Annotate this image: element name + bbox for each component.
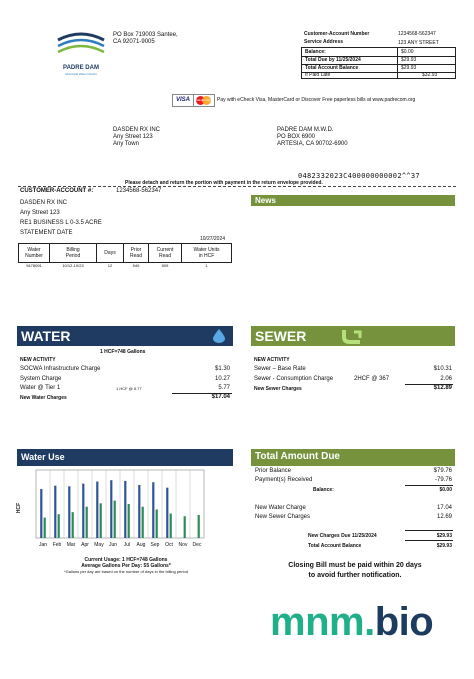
mail-to-town: Any Town (113, 141, 139, 147)
chart-bar (128, 504, 130, 538)
cell-prior-read: 549 (132, 263, 140, 268)
customer-details (20, 198, 102, 238)
closing-line-2: to avoid further notification. (308, 572, 402, 579)
new-sewer-charge-label: New Sewer Charges (255, 514, 311, 520)
water-use-header (17, 449, 233, 466)
chart-bar (68, 486, 70, 538)
water-line-2-amount: 10.27 (214, 376, 230, 382)
water-use-foot-3: *Gallons per day are based on the number of days in the billing period (64, 569, 188, 574)
chart-y-label: HCF (16, 502, 23, 514)
chart-x-tick-label: Jun (108, 542, 118, 548)
total-amount-due-header (251, 449, 455, 466)
chart-x-tick-label: Sep (150, 542, 160, 548)
detach-instruction: Please detach and return the portion with payment in the return envelope provided. (125, 180, 323, 186)
header-billing-period: Billing Period (50, 244, 97, 263)
chart-bar (100, 503, 102, 538)
chart-x-tick-label: Mar (66, 542, 76, 548)
payments-received-label: Payment(s) Received (255, 477, 313, 483)
chart-x-tick-label: Nov (178, 542, 188, 548)
remit-to-name: PADRE DAM M.W.D. (277, 127, 334, 133)
table-row (19, 263, 232, 270)
chart-bar (82, 484, 84, 538)
sewer-title: SEWER (255, 328, 307, 344)
water-line-3-note: 1 HCF @ 5.77 (116, 386, 142, 391)
water-header (17, 326, 233, 346)
remit-address-line2: CA 92071-9005 (113, 39, 155, 45)
scan-line: 0482332023C400000000002^^37 (298, 172, 420, 180)
chart-bar (40, 489, 42, 538)
chart-bar (166, 488, 168, 538)
water-use-foot-1: Current Usage: 1 HCF=748 Gallons (84, 557, 168, 563)
sewer-line-1-label: Sewer – Base Rate (254, 366, 306, 372)
chart-x-tick-label: Aug (136, 542, 146, 548)
if-paid-late-label: If Paid Late (305, 72, 331, 78)
water-use-foot-2: Average Gallons Per Day: 55 Gallons* (81, 563, 171, 569)
customer-street: Any Street 123 (20, 210, 60, 216)
new-water-charge-label: New Water Charge (255, 505, 306, 511)
chart-bar (156, 509, 158, 538)
payment-options-text: Pay with eCheck Visa, MasterCard or Discover Free paperless bills at www.padrecom.org (217, 97, 416, 103)
new-charges-due-value: $29.93 (436, 533, 452, 539)
balance-value: $0.00 (401, 49, 414, 55)
account-summary-box (301, 47, 456, 79)
total-account-balance-label: Total Account Balance (305, 65, 359, 71)
water-new-activity: NEW ACTIVITY (20, 357, 56, 363)
chart-bar (54, 486, 56, 538)
customer-account-label: CUSTOMER-ACCOUNT #: (20, 188, 94, 194)
chart-bar (198, 515, 200, 538)
water-line-3-label: Water @ Tier 1 (20, 385, 61, 391)
chart-x-tick-label: Jan (38, 542, 48, 548)
water-use-title: Water Use (21, 452, 65, 462)
payments-received-value: -79.76 (434, 477, 452, 483)
header-water-number: Water Number (19, 244, 50, 263)
prior-balance-value: $79.76 (433, 468, 452, 474)
statement-date-label: STATEMENT DATE (20, 230, 73, 236)
logo-subtext: Municipal Water District (65, 72, 97, 76)
mastercard-icon: MasterCard (193, 94, 215, 107)
summary-balance-label: Balance: (313, 487, 334, 493)
water-subtitle: 1 HCF=748 Gallons (100, 349, 146, 355)
chart-bar (152, 482, 154, 538)
new-water-charges-label: New Water Charges (20, 395, 67, 401)
sewer-line-2-note: 2HCF @ 367 (354, 376, 390, 382)
remit-to-city: ARTESIA, CA 90702-6900 (277, 141, 348, 147)
remit-address-line1: PO Box 719003 Santee, (113, 32, 178, 38)
remit-to-address (277, 127, 348, 148)
mail-to-street: Any Street 123 (113, 134, 153, 140)
prior-balance-label: Prior Balance (255, 468, 292, 474)
closing-bill-notice (260, 561, 450, 581)
new-water-charges-value: $17.04 (211, 394, 230, 400)
total-due-label: Total Due by 11/25/2024 (305, 57, 361, 63)
header-water-units: Water Units in HCF (182, 244, 232, 263)
new-charges-due-label: New Charges Due 11/25/2024 (308, 533, 377, 539)
chart-x-tick-label: Apr (81, 542, 89, 548)
remit-to-box: PO BOX 6900 (277, 134, 316, 140)
chart-x-tick-label: May (94, 542, 104, 548)
water-line-1-label: SOCWA Infrastructure Charge (20, 366, 101, 372)
remit-address (113, 32, 178, 46)
total-account-balance-value: $29.93 (401, 65, 417, 71)
chart-bar (138, 485, 140, 538)
usage-table-header (19, 244, 232, 263)
cell-current-read: 509 (161, 263, 169, 268)
cell-days: 12 (107, 263, 113, 268)
sewer-line-2-amount: 2.06 (440, 376, 452, 382)
customer-account-value: 1234568-562347 (116, 188, 162, 194)
news-title: News (255, 196, 276, 205)
chart-bar (110, 480, 112, 538)
customer-name: DASDEN RX INC (20, 200, 68, 206)
summary-balance-value: $0.00 (439, 487, 452, 493)
sewer-new-activity: NEW ACTIVITY (254, 357, 290, 363)
meter-usage-table (18, 243, 232, 269)
header-days: Days (97, 244, 124, 263)
detach-line (18, 186, 456, 187)
water-use-chart (30, 468, 210, 550)
watermark (270, 600, 433, 644)
mail-to-name: DASDEN RX INC (113, 127, 161, 133)
sewer-header (251, 326, 455, 346)
new-sewer-charge-value: 12.69 (436, 514, 452, 520)
account-number-value: 1234568-562347 (398, 31, 436, 37)
watermark-part-1: mnm. (270, 600, 375, 644)
header-prior-read: Prior Read (124, 244, 149, 263)
chart-bar (58, 514, 60, 538)
chart-bar (184, 516, 186, 538)
chart-bar (44, 518, 46, 538)
chart-bar (170, 514, 172, 538)
sewer-line-2-label: Sewer - Consumption Charge (254, 376, 334, 382)
statement-date-value: 10/27/2024 (200, 236, 226, 242)
if-paid-late-value: $32.93 (422, 72, 438, 78)
total-account-balance-summary-label: Total Account Balance (308, 543, 362, 549)
watermark-part-2: bio (374, 600, 434, 644)
logo-text: PADRE DAM (63, 65, 99, 71)
water-line-2-label: System Charge (20, 376, 62, 382)
total-account-balance-summary-value: $29.93 (436, 543, 452, 549)
mail-to-address (113, 127, 160, 148)
water-title: WATER (21, 328, 71, 344)
chart-x-tick-label: Feb (52, 542, 62, 548)
chart-x-tick-label: Dec (192, 542, 202, 548)
service-address-label: Service Address (304, 39, 344, 45)
balance-label: Balance: (305, 49, 326, 55)
chart-bar (114, 501, 116, 538)
chart-bar (86, 507, 88, 538)
chart-bar (142, 507, 144, 538)
water-drop-icon (56, 30, 106, 60)
visa-card-icon: VISA (172, 94, 194, 107)
water-line-3-amount: 5.77 (218, 385, 230, 391)
new-water-charge-value: 17.04 (436, 505, 452, 511)
cell-meter-number: 9478091 (26, 263, 42, 268)
sewer-pipe-icon (341, 328, 363, 344)
cell-billing-period: 10/12-10/23 (62, 263, 84, 268)
total-due-value: $29.93 (401, 57, 417, 63)
chart-x-tick-label: Jul (123, 542, 131, 548)
new-sewer-charges-value: $12.89 (433, 385, 452, 391)
closing-line-1: Closing Bill must be paid within 20 days (288, 562, 422, 569)
header-current-read: Current Read (149, 244, 182, 263)
customer-business: RE1 BUSINESS L 0-3.5 ACRE (20, 220, 102, 226)
total-amount-due-title: Total Amount Due (255, 451, 340, 462)
account-number-label: Customer-Account Number (304, 31, 370, 37)
chart-bar (124, 481, 126, 538)
cell-water-units: 1 (205, 263, 208, 268)
padre-dam-logo (56, 30, 106, 76)
new-sewer-charges-label: New Sewer Charges (254, 386, 302, 392)
chart-x-tick-label: Oct (165, 542, 173, 548)
water-line-1-amount: $1.30 (214, 366, 230, 372)
service-address-value: 123 ANY STREET (398, 40, 439, 46)
water-drop-icon (213, 329, 225, 343)
sewer-line-1-amount: $10.31 (433, 366, 452, 372)
chart-bar (72, 512, 74, 538)
news-header (251, 195, 455, 206)
chart-bar (96, 482, 98, 538)
